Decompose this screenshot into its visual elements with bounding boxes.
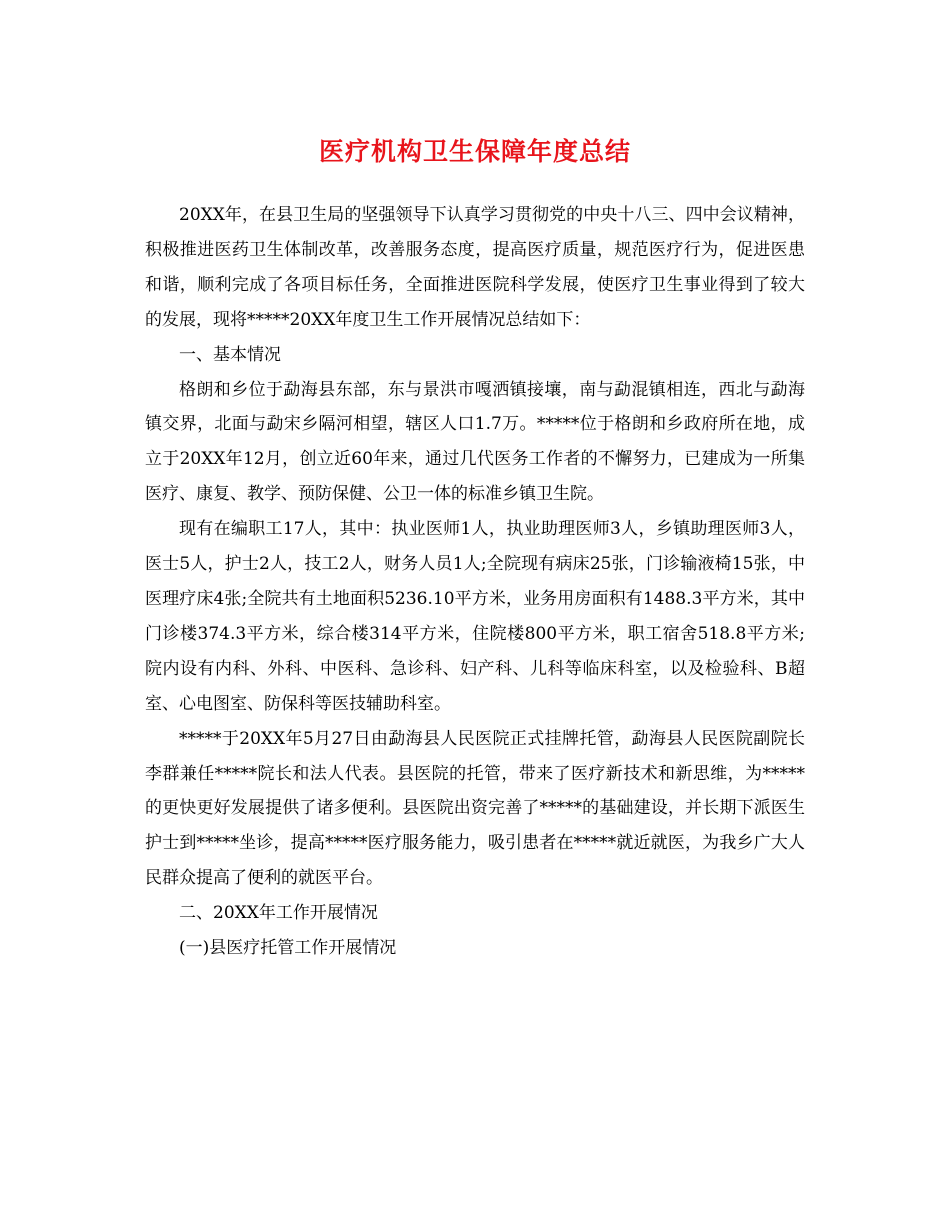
section-heading-work-progress: 二、20XX年工作开展情况 [179, 903, 378, 924]
hospital-trusteeship-paragraph: *****于20XX年5月27日由勐海县人民医院正式挂牌托管，勐海县人民医院副院长李群兼任*****院长和法人代表。县医院的托管，带来了医疗新技术和新思维，为*****的更快更好发展提供了诸多便利。县医院出资完善了*****的基础建设，并长期下派医生护士到*****坐诊，提高*****医疗服务能力，吸引患者在*****就近就医，为我乡广大人民群众提高了便利的就医平台。 [145, 728, 805, 889]
subsection-heading-trusteeship: (一)县医疗托管工作开展情况 [179, 938, 397, 959]
section-heading-basic-info: 一、基本情况 [179, 344, 281, 365]
staff-facilities-paragraph: 现有在编职工17人，其中：执业医师1人，执业助理医师3人，乡镇助理医师3人，医士5人，护士2人，技工2人，财务人员1人;全院现有病床25张，门诊输液椅15张，中医理疗床4张;全院共有土地面积5236.10平方米，业务用房面积有1488.3平方米，其中门诊楼374.3平方米，综合楼314平方米，住院楼800平方米，职工宿舍518.8平方米;院内设有内科、外科、中医科、急诊科、妇产科、儿科等临床科室，以及检验科、B超室、心电图室、防保科等医技辅助科室。 [145, 519, 805, 714]
document-title: 医疗机构卫生保障年度总结 [318, 137, 631, 166]
intro-paragraph: 20XX年，在县卫生局的坚强领导下认真学习贯彻党的中央十八三、四中会议精神，积极推进医药卫生体制改革，改善服务态度，提高医疗质量，规范医疗行为，促进医患和谐，顺利完成了各项目标任务，全面推进医院科学发展，使医疗卫生事业得到了较大的发展，现将*****20XX年度卫生工作开展情况总结如下： [145, 205, 805, 330]
document-body [145, 198, 805, 966]
location-paragraph: 格朗和乡位于勐海县东部，东与景洪市嘎洒镇接壤，南与勐混镇相连，西北与勐海镇交界，北面与勐宋乡隔河相望，辖区人口1.7万。*****位于格朗和乡政府所在地，成立于20XX年12月，创立近60年来，通过几代医务工作者的不懈努力，已建成为一所集医疗、康复、教学、预防保健、公卫一体的标准乡镇卫生院。 [145, 379, 805, 505]
